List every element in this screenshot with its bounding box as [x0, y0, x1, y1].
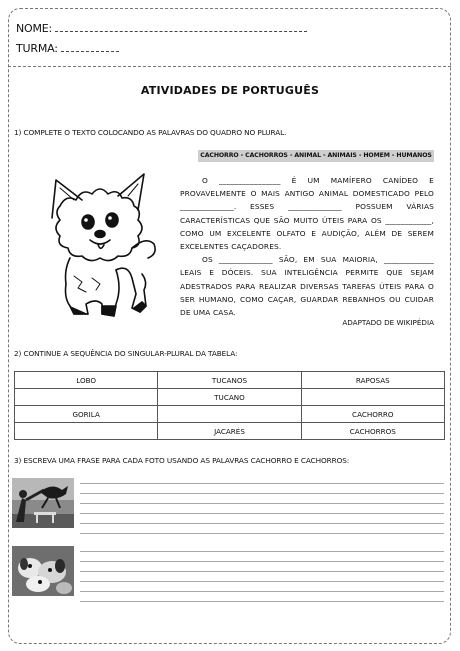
- table-cell[interactable]: CACHORROS: [301, 423, 444, 440]
- class-line: [16, 42, 119, 55]
- answer-lines-photo-2[interactable]: [80, 542, 444, 602]
- page-title: ATIVIDADES DE PORTUGUÊS: [140, 84, 320, 97]
- table-cell[interactable]: TUCANO: [158, 389, 301, 406]
- dog-illustration: [30, 166, 170, 324]
- table-row: [15, 406, 445, 423]
- singular-plural-table: [14, 371, 445, 440]
- table-cell[interactable]: [15, 423, 158, 440]
- source-credit: ADAPTADO DE WIKIPÉDIA: [342, 318, 434, 327]
- photo-dogs-group-image: [12, 546, 74, 596]
- table-cell[interactable]: [301, 389, 444, 406]
- question-1-text: [180, 174, 434, 319]
- class-blank[interactable]: [61, 43, 119, 52]
- word-bank: CACHORRO - CACHORROS - ANIMAL - ANIMAIS - HOMEM - HUMANOS: [198, 150, 434, 162]
- table-cell[interactable]: LOBO: [15, 372, 158, 389]
- photo-dog-jumping: [12, 478, 74, 528]
- table-cell[interactable]: [15, 389, 158, 406]
- table-cell[interactable]: [158, 406, 301, 423]
- paragraph-2: OS ______________ SÃO, EM SUA MAIORIA, _____________ LEAIS E DÓCEIS. SUA INTELIGÊNCIA PERMITE QUE SEJAM ADESTRADOS PARA REALIZAR DIVERSAS TAREFAS ÚTEIS PARA O SER HUMANO, COMO CAÇAR, GUARDAR REBANHOS OU CUIDAR DE UMA CASA.: [180, 255, 434, 318]
- name-blank[interactable]: [55, 23, 307, 32]
- table-row: [15, 389, 445, 406]
- name-label: NOME:: [16, 22, 53, 35]
- name-line: [16, 22, 307, 35]
- question-1-prompt: 1) COMPLETE O TEXTO COLOCANDO AS PALAVRAS DO QUADRO NO PLURAL.: [14, 128, 287, 137]
- table-row: [15, 423, 445, 440]
- table-cell[interactable]: GORILA: [15, 406, 158, 423]
- class-label: TURMA:: [16, 42, 58, 55]
- question-2-prompt: 2) CONTINUE A SEQUÊNCIA DO SINGULAR-PLURAL DA TABELA:: [14, 349, 238, 358]
- table-row: [15, 372, 445, 389]
- question-3-prompt: 3) ESCREVA UMA FRASE PARA CADA FOTO USANDO AS PALAVRAS CACHORRO E CACHORROS:: [14, 456, 350, 465]
- table-cell[interactable]: JACARÉS: [158, 423, 301, 440]
- table-cell[interactable]: TUCANOS: [158, 372, 301, 389]
- paragraph-1: O ________________ É UM MAMÍFERO CANÍDEO E PROVAVELMENTE O MAIS ANTIGO ANIMAL DOMESTICADO PELO ______________. ESSES ______________ POSSUEM VÁRIAS CARACTERÍSTICAS QUE SÃO MUITO ÚTEIS PARA OS ____________, COMO UM EXCELENTE OLFATO E AUDIÇÃO, ALÉM DE SEREM EXCELENTES CAÇADORES.: [180, 176, 434, 252]
- table-cell[interactable]: CACHORRO: [301, 406, 444, 423]
- answer-lines-photo-1[interactable]: [80, 474, 444, 534]
- header-divider: [8, 66, 451, 67]
- photo-dogs-group: [12, 546, 74, 596]
- photo-dog-jumping-image: [12, 478, 74, 528]
- table-cell[interactable]: RAPOSAS: [301, 372, 444, 389]
